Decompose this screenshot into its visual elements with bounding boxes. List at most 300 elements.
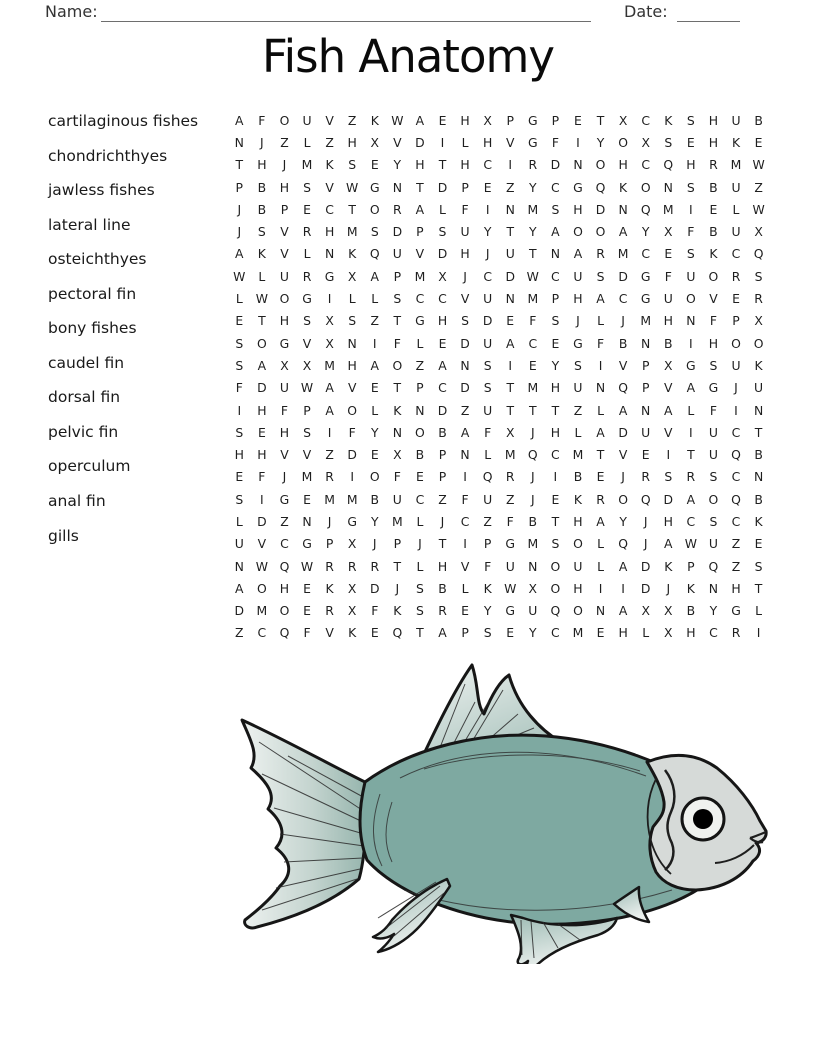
grid-letter: W <box>391 112 404 128</box>
grid-letter: Z <box>325 447 334 463</box>
grid-letter: N <box>618 201 628 217</box>
grid-letter: S <box>686 112 695 128</box>
grid-letter: T <box>416 625 424 641</box>
grid-letter: N <box>460 447 470 463</box>
grid-letter: D <box>437 179 448 195</box>
grid-letter: T <box>551 513 560 529</box>
grid-letter: L <box>439 201 446 217</box>
grid-letter: B <box>686 603 696 619</box>
grid-letter: G <box>640 291 651 307</box>
grid-letter: J <box>530 491 535 507</box>
grid-letter: Z <box>235 625 244 641</box>
grid-letter: H <box>415 157 425 173</box>
grid-letter: E <box>257 424 266 440</box>
grid-letter: K <box>393 402 402 418</box>
grid-letter: H <box>279 580 290 596</box>
grid-letter: V <box>505 134 515 150</box>
grid-letter: C <box>551 268 560 284</box>
grid-letter: T <box>596 112 605 128</box>
grid-letter: Y <box>641 224 650 240</box>
grid-letter: B <box>618 335 628 351</box>
grid-letter: B <box>664 335 673 351</box>
grid-letter: S <box>461 313 469 329</box>
grid-letter: L <box>348 291 356 307</box>
grid-letter: A <box>460 424 470 440</box>
grid-letter: M <box>414 268 426 284</box>
grid-letter: Z <box>731 536 741 552</box>
grid-letter: U <box>573 268 583 284</box>
grid-letter: J <box>530 424 535 440</box>
grid-letter: P <box>235 179 244 195</box>
grid-letter: I <box>553 469 558 485</box>
grid-letter: E <box>370 625 379 641</box>
grid-letter: N <box>753 469 764 485</box>
grid-letter: B <box>754 491 763 507</box>
grid-letter: J <box>418 536 422 552</box>
grid-letter: U <box>460 224 470 240</box>
grid-letter: T <box>754 580 763 596</box>
grid-letter: I <box>689 201 693 217</box>
grid-letter: C <box>528 335 538 351</box>
grid-letter: A <box>438 625 447 641</box>
grid-letter: A <box>551 224 560 240</box>
grid-letter: F <box>280 402 289 418</box>
grid-letter: W <box>300 380 314 396</box>
grid-letter: U <box>708 424 718 440</box>
grid-letter: M <box>617 246 629 262</box>
grid-letter: J <box>260 134 264 150</box>
grid-letter: I <box>237 402 242 418</box>
grid-letter: R <box>347 558 357 574</box>
grid-letter: G <box>528 112 538 128</box>
grid-letter: I <box>508 157 513 173</box>
grid-letter: Y <box>529 625 537 641</box>
grid-letter: X <box>754 224 763 240</box>
grid-letter: F <box>235 380 243 396</box>
grid-letter: S <box>235 491 244 507</box>
grid-letter: J <box>576 313 580 329</box>
grid-letter: C <box>438 380 447 396</box>
grid-letter: I <box>327 424 332 440</box>
grid-letter: Q <box>482 469 493 485</box>
grid-letter: E <box>506 625 515 641</box>
grid-letter: N <box>595 380 606 396</box>
word-list-item: pectoral fin <box>48 284 137 303</box>
grid-letter: V <box>257 536 267 552</box>
grid-letter: U <box>279 268 289 284</box>
grid-letter: N <box>528 558 538 574</box>
grid-letter: Z <box>325 134 334 150</box>
grid-letter: M <box>324 491 335 507</box>
grid-letter: X <box>664 224 673 240</box>
grid-letter: L <box>303 134 311 150</box>
grid-letter: K <box>325 580 334 596</box>
grid-letter: I <box>756 625 761 641</box>
grid-letter: V <box>280 246 289 262</box>
grid-letter: J <box>734 380 738 396</box>
grid-letter: T <box>416 179 424 195</box>
grid-letter: M <box>527 291 539 307</box>
grid-letter: V <box>709 291 718 307</box>
grid-letter: S <box>235 424 244 440</box>
grid-letter: Q <box>550 603 561 619</box>
grid-letter: Z <box>280 134 289 150</box>
grid-letter: X <box>754 313 763 329</box>
grid-letter: S <box>664 469 673 485</box>
grid-letter: H <box>234 447 244 463</box>
grid-letter: U <box>663 291 673 307</box>
grid-letter: H <box>573 513 583 529</box>
grid-letter: P <box>461 625 469 641</box>
letter-grid <box>228 109 770 644</box>
fish-tail-fin <box>242 720 369 928</box>
grid-letter: R <box>393 201 402 217</box>
grid-letter: A <box>235 580 244 596</box>
grid-letter: Z <box>280 513 289 529</box>
grid-letter: T <box>754 424 763 440</box>
grid-letter: H <box>482 134 493 150</box>
grid-letter: J <box>530 469 535 485</box>
grid-letter: A <box>686 491 696 507</box>
grid-letter: H <box>257 402 267 418</box>
grid-letter: J <box>621 469 625 485</box>
grid-letter: F <box>506 513 514 529</box>
grid-letter: I <box>463 536 467 552</box>
grid-letter: S <box>303 424 311 440</box>
grid-letter: H <box>686 157 696 173</box>
grid-letter: O <box>618 491 628 507</box>
grid-letter: E <box>528 357 537 373</box>
grid-letter: B <box>438 580 447 596</box>
grid-letter: V <box>664 424 673 440</box>
grid-letter: Q <box>731 491 741 507</box>
grid-letter: W <box>346 179 359 195</box>
grid-letter: T <box>506 224 515 240</box>
grid-letter: L <box>371 402 379 418</box>
grid-letter: P <box>393 268 402 284</box>
grid-letter: X <box>302 357 312 373</box>
grid-letter: K <box>686 580 695 596</box>
grid-letter: U <box>483 335 493 351</box>
grid-letter: T <box>551 402 560 418</box>
grid-letter: U <box>731 179 741 195</box>
grid-letter: R <box>505 469 515 485</box>
name-blank-line <box>101 20 591 22</box>
grid-letter: I <box>689 335 693 351</box>
grid-letter: T <box>235 157 244 173</box>
grid-letter: S <box>235 357 244 373</box>
grid-letter: O <box>708 268 719 284</box>
grid-letter: S <box>483 380 492 396</box>
grid-letter: X <box>280 357 289 373</box>
grid-letter: S <box>257 224 266 240</box>
grid-letter: R <box>302 268 312 284</box>
grid-letter: P <box>303 402 311 418</box>
grid-letter: U <box>483 291 493 307</box>
grid-letter: U <box>708 536 718 552</box>
grid-letter: O <box>279 112 290 128</box>
date-blank-line <box>677 20 740 22</box>
grid-letter: L <box>303 246 311 262</box>
grid-letter: K <box>709 246 718 262</box>
grid-letter: V <box>415 246 425 262</box>
grid-letter: E <box>641 447 650 463</box>
grid-letter: S <box>574 357 582 373</box>
grid-letter: M <box>346 491 358 507</box>
grid-letter: V <box>393 134 402 150</box>
grid-letter: I <box>598 580 603 596</box>
grid-letter: S <box>686 246 695 262</box>
grid-letter: S <box>709 357 718 373</box>
grid-letter: V <box>618 447 628 463</box>
grid-letter: S <box>686 179 695 195</box>
grid-letter: H <box>550 424 561 440</box>
grid-letter: S <box>415 603 424 619</box>
grid-letter: L <box>416 513 424 529</box>
grid-letter: Q <box>595 179 606 195</box>
word-list-item: gills <box>48 526 79 545</box>
grid-letter: U <box>392 246 402 262</box>
grid-letter: X <box>664 625 673 641</box>
grid-letter: S <box>551 201 560 217</box>
grid-letter: Z <box>438 491 447 507</box>
grid-letter: R <box>731 625 741 641</box>
grid-letter: R <box>325 558 334 574</box>
grid-letter: L <box>687 402 695 418</box>
grid-letter: U <box>573 380 583 396</box>
grid-letter: B <box>257 201 267 217</box>
grid-letter: K <box>325 157 334 173</box>
grid-letter: A <box>415 201 425 217</box>
grid-letter: E <box>415 469 424 485</box>
grid-letter: V <box>280 447 289 463</box>
grid-letter: H <box>437 558 448 574</box>
grid-letter: Q <box>640 201 651 217</box>
grid-letter: S <box>438 224 447 240</box>
grid-letter: E <box>596 625 605 641</box>
grid-letter: N <box>460 357 470 373</box>
grid-letter: T <box>348 201 356 217</box>
grid-letter: X <box>641 134 650 150</box>
grid-letter: N <box>505 201 515 217</box>
grid-letter: E <box>235 313 244 329</box>
grid-letter: D <box>640 558 651 574</box>
grid-letter: H <box>708 335 719 351</box>
grid-letter: E <box>438 112 447 128</box>
grid-letter: E <box>732 291 740 307</box>
grid-letter: G <box>279 491 290 507</box>
grid-letter: U <box>483 491 493 507</box>
grid-letter: A <box>235 246 244 262</box>
grid-letter: I <box>485 201 490 217</box>
grid-letter: G <box>528 134 538 150</box>
grid-letter: N <box>392 424 402 440</box>
word-list-item: pelvic fin <box>48 422 119 441</box>
grid-letter: B <box>754 447 763 463</box>
grid-letter: V <box>664 380 673 396</box>
grid-letter: O <box>256 580 267 596</box>
grid-letter: Z <box>370 313 379 329</box>
grid-letter: S <box>303 179 311 195</box>
grid-letter: Q <box>279 558 290 574</box>
grid-letter: O <box>369 469 380 485</box>
grid-letter: W <box>300 558 314 574</box>
grid-letter: O <box>595 224 606 240</box>
grid-letter: A <box>415 112 425 128</box>
word-list-item: cartilaginous fishes <box>48 112 199 130</box>
grid-letter: H <box>460 246 470 262</box>
grid-letter: H <box>573 291 583 307</box>
grid-letter: U <box>731 112 741 128</box>
grid-letter: R <box>528 157 538 173</box>
grid-letter: J <box>282 469 287 485</box>
grid-letter: Z <box>415 357 425 373</box>
grid-letter: B <box>257 179 267 195</box>
grid-letter: A <box>618 603 628 619</box>
grid-letter: I <box>598 357 603 373</box>
grid-letter: A <box>235 112 244 128</box>
grid-letter: Q <box>753 246 764 262</box>
grid-letter: U <box>754 380 764 396</box>
grid-letter: K <box>573 491 583 507</box>
grid-letter: N <box>505 291 515 307</box>
grid-letter: M <box>324 357 335 373</box>
grid-letter: E <box>686 134 695 150</box>
grid-letter: D <box>618 268 628 284</box>
grid-letter: O <box>347 402 358 418</box>
grid-letter: M <box>662 201 674 217</box>
grid-letter: Z <box>347 112 357 128</box>
grid-letter: F <box>393 469 401 485</box>
grid-letter: R <box>686 469 696 485</box>
grid-letter: V <box>347 380 357 396</box>
grid-letter: N <box>415 402 425 418</box>
grid-letter: P <box>641 357 650 373</box>
grid-letter: Y <box>393 157 402 173</box>
grid-letter: R <box>438 603 447 619</box>
grid-letter: E <box>370 447 379 463</box>
grid-letter: I <box>666 447 671 463</box>
grid-letter: M <box>256 603 268 619</box>
grid-letter: E <box>596 469 605 485</box>
grid-letter: K <box>370 112 379 128</box>
grid-letter: S <box>664 134 673 150</box>
grid-letter: S <box>551 313 560 329</box>
grid-letter: T <box>529 246 537 262</box>
word-list-item: bony fishes <box>48 319 137 338</box>
grid-letter: L <box>597 536 604 552</box>
grid-letter: U <box>483 402 493 418</box>
grid-letter: V <box>302 335 312 351</box>
grid-letter: J <box>643 536 648 552</box>
grid-letter: F <box>664 268 672 284</box>
grid-letter: I <box>508 357 513 373</box>
grid-letter: H <box>279 179 290 195</box>
grid-letter: O <box>640 179 651 195</box>
grid-letter: L <box>732 201 740 217</box>
grid-letter: W <box>752 157 765 173</box>
grid-letter: D <box>618 424 628 440</box>
grid-letter: H <box>731 580 741 596</box>
grid-letter: Y <box>483 603 492 619</box>
grid-letter: E <box>551 491 560 507</box>
grid-letter: X <box>664 357 673 373</box>
grid-letter: D <box>257 380 267 396</box>
grid-letter: S <box>483 357 492 373</box>
grid-letter: T <box>438 157 447 173</box>
grid-letter: X <box>347 603 357 619</box>
grid-letter: J <box>237 224 242 240</box>
grid-letter: S <box>303 313 311 329</box>
grid-letter: U <box>279 380 289 396</box>
grid-letter: Q <box>731 447 741 463</box>
grid-letter: H <box>708 134 719 150</box>
grid-letter: X <box>347 268 357 284</box>
grid-letter: E <box>754 134 763 150</box>
grid-letter: H <box>573 580 583 596</box>
grid-letter: O <box>618 134 628 150</box>
grid-letter: T <box>506 380 515 396</box>
grid-letter: A <box>686 380 696 396</box>
grid-letter: I <box>689 424 693 440</box>
grid-letter: M <box>527 201 539 217</box>
grid-letter: T <box>529 402 537 418</box>
grid-letter: C <box>415 291 425 307</box>
grid-letter: O <box>573 224 583 240</box>
grid-letter: V <box>325 179 334 195</box>
grid-letter: J <box>485 246 490 262</box>
grid-letter: I <box>260 491 264 507</box>
fish-illustration <box>228 652 768 964</box>
grid-letter: N <box>708 580 719 596</box>
grid-letter: V <box>460 291 470 307</box>
grid-letter: Z <box>754 179 763 195</box>
grid-letter: M <box>504 447 516 463</box>
grid-letter: L <box>235 291 243 307</box>
grid-letter: I <box>463 469 467 485</box>
grid-letter: P <box>461 179 469 195</box>
grid-letter: C <box>325 201 334 217</box>
grid-letter: O <box>550 558 561 574</box>
grid-letter: L <box>371 291 379 307</box>
grid-letter: C <box>551 179 560 195</box>
grid-letter: N <box>641 402 651 418</box>
grid-letter: P <box>641 380 650 396</box>
grid-letter: E <box>483 179 492 195</box>
grid-letter: U <box>641 424 651 440</box>
grid-letter: G <box>708 380 719 396</box>
grid-letter: E <box>438 335 447 351</box>
grid-letter: D <box>234 603 245 619</box>
grid-letter: S <box>393 291 402 307</box>
grid-letter: N <box>234 558 244 574</box>
grid-letter: Y <box>370 424 379 440</box>
grid-letter: D <box>392 224 403 240</box>
grid-letter: E <box>461 603 469 619</box>
grid-letter: X <box>325 313 334 329</box>
grid-letter: P <box>416 380 424 396</box>
grid-letter: D <box>482 313 493 329</box>
grid-letter: G <box>731 603 741 619</box>
grid-letter: H <box>573 201 583 217</box>
grid-letter: Z <box>573 402 583 418</box>
grid-letter: C <box>686 513 696 529</box>
word-list-item: anal fin <box>48 492 106 511</box>
grid-letter: R <box>325 469 334 485</box>
grid-letter: F <box>371 603 379 619</box>
grid-letter: C <box>709 625 718 641</box>
grid-letter: L <box>484 447 492 463</box>
